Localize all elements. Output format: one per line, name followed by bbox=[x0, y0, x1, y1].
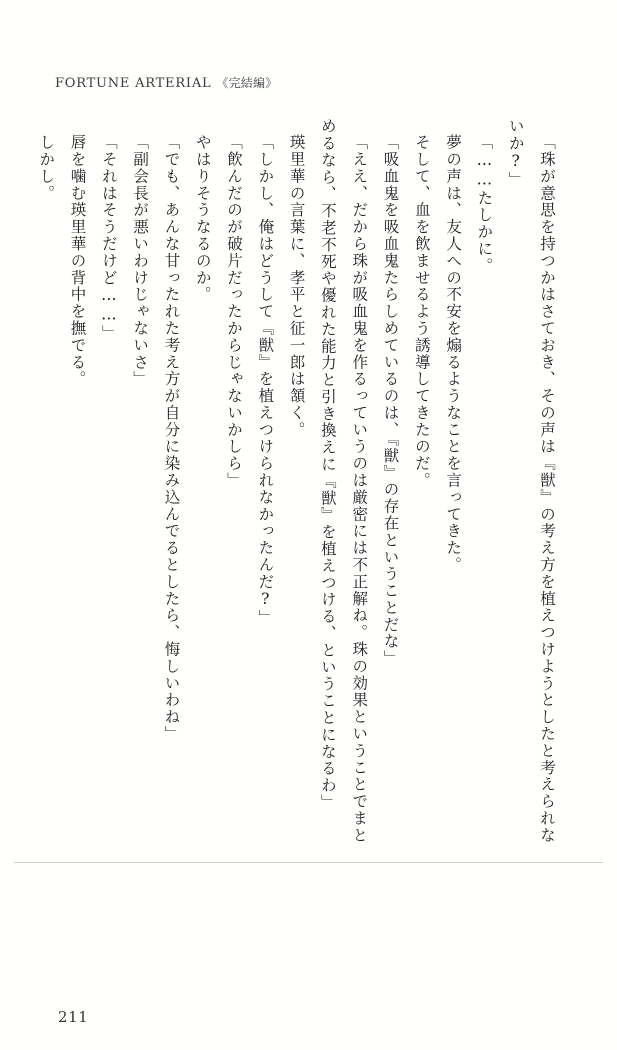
body-line: 「それはそうだけど……」 bbox=[99, 133, 118, 342]
body-line: 「……たしかに。 bbox=[475, 133, 494, 274]
body-line: 「副会長が悪いわけじゃないさ」 bbox=[131, 133, 150, 387]
page-number: 211 bbox=[58, 1008, 89, 1026]
body-line: 「ええ、だから珠が吸血鬼を作るっていうのは厳密には不正解ね。珠の効果ということでまとめるなら、不老不死や優れた能力と引き換えに『獣』を植えつける、ということになるわ」 bbox=[318, 118, 369, 844]
body-line: 瑛里華の言葉に、孝平と征一郎は頷く。 bbox=[287, 133, 306, 438]
running-head bbox=[55, 74, 278, 91]
body-line: しかし。 bbox=[37, 133, 56, 202]
footer-divider bbox=[14, 862, 603, 863]
running-head-title-en: FORTUNE ARTERIAL bbox=[55, 76, 212, 91]
body-line: 夢の声は、友人への不安を煽るようなことを言ってきた。 bbox=[444, 133, 463, 573]
body-line: 唇を噛む瑛里華の背中を撫でる。 bbox=[68, 133, 87, 387]
body-text bbox=[37, 118, 562, 848]
body-line: そして、血を飲ませるよう誘導してきたのだ。 bbox=[412, 133, 431, 489]
body-line: 「珠が意思を持つかはさておき、その声は『獣』の考え方を植えつけようとしたと考えられないか?」 bbox=[506, 118, 556, 844]
body-line: 「飲んだのが破片だったからじゃないかしら」 bbox=[225, 133, 244, 489]
running-head-title-jp: 《完結編》 bbox=[216, 76, 278, 90]
body-line: やはりそうなるのか。 bbox=[193, 133, 212, 303]
body-line: 「吸血鬼を吸血鬼たらしめているのは、『獣』の存在ということだな」 bbox=[381, 133, 400, 667]
body-line: 「でも、あんな甘ったれた考え方が自分に染み込んでるとしたら、悔しいわね」 bbox=[162, 133, 181, 742]
body-line: 「しかし、俺はどうして『獣』を植えつけられなかったんだ?」 bbox=[256, 133, 275, 626]
